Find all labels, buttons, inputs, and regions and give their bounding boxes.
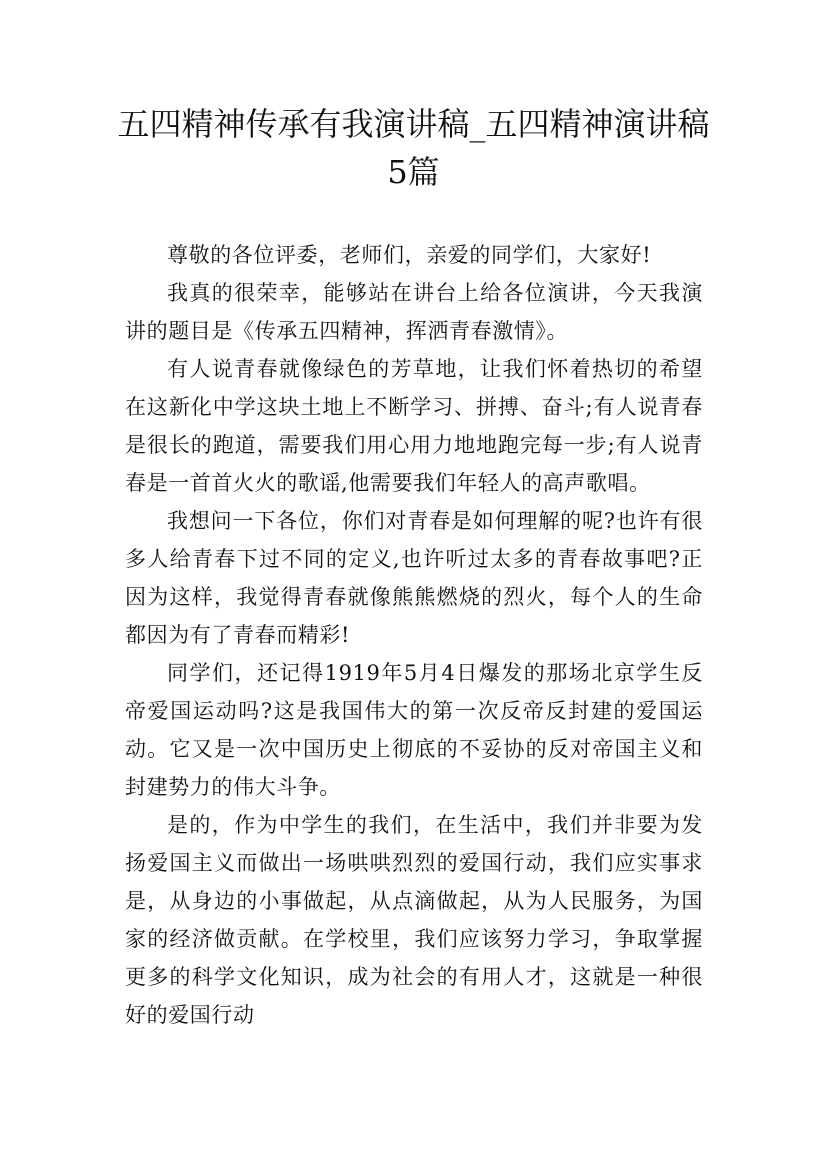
paragraph-greeting: 尊敬的各位评委，老师们，亲爱的同学们，大家好! xyxy=(167,243,652,267)
paragraph-patriotic-action: 是的，作为中学生的我们，在生活中，我们并非要为发扬爱国主义而做出一场哄哄烈烈的爱国行动，我们应实事求是，从身边的小事做起，从点滴做起，从为人民服务，为国家的经济做贡献。在学校里，我们应该努力学习，争取掌握更多的科学文化知识，成为社会的有用人才，这就是一种很好的爱国行动 xyxy=(125,813,703,1027)
page-title xyxy=(110,100,717,196)
paragraph-youth-question: 我想问一下各位，你们对青春是如何理解的呢?也许有很多人给青春下过不同的定义,也许听过太多的青春故事吧?正因为这样，我觉得青春就像熊熊燃烧的烈火，每个人的生命都因为有了青春而精彩! xyxy=(125,509,703,647)
paragraph-youth-metaphors: 有人说青春就像绿色的芳草地，让我们怀着热切的希望在这新化中学这块土地上不断学习、拼搏、奋斗;有人说青春是很长的跑道，需要我们用心用力地地跑完每一步;有人说青春是一首首火火的歌谣,他需要我们年轻人的高声歌唱。 xyxy=(125,357,703,495)
document-body xyxy=(125,236,703,1034)
title-line-1: 五四精神传承有我演讲稿_五四精神演讲稿 xyxy=(117,105,710,143)
paragraph-topic: 我真的很荣幸，能够站在讲台上给各位演讲，今天我演讲的题目是《传承五四精神，挥洒青春激情》。 xyxy=(125,281,703,343)
paragraph-may-fourth-history: 同学们，还记得1919年5月4日爆发的那场北京学生反帝爱国运动吗?这是我国伟大的第一次反帝反封建的爱国运动。它又是一次中国历史上彻底的不妥协的反对帝国主义和封建势力的伟大斗争。 xyxy=(125,661,703,799)
title-line-2: 5篇 xyxy=(387,153,440,191)
